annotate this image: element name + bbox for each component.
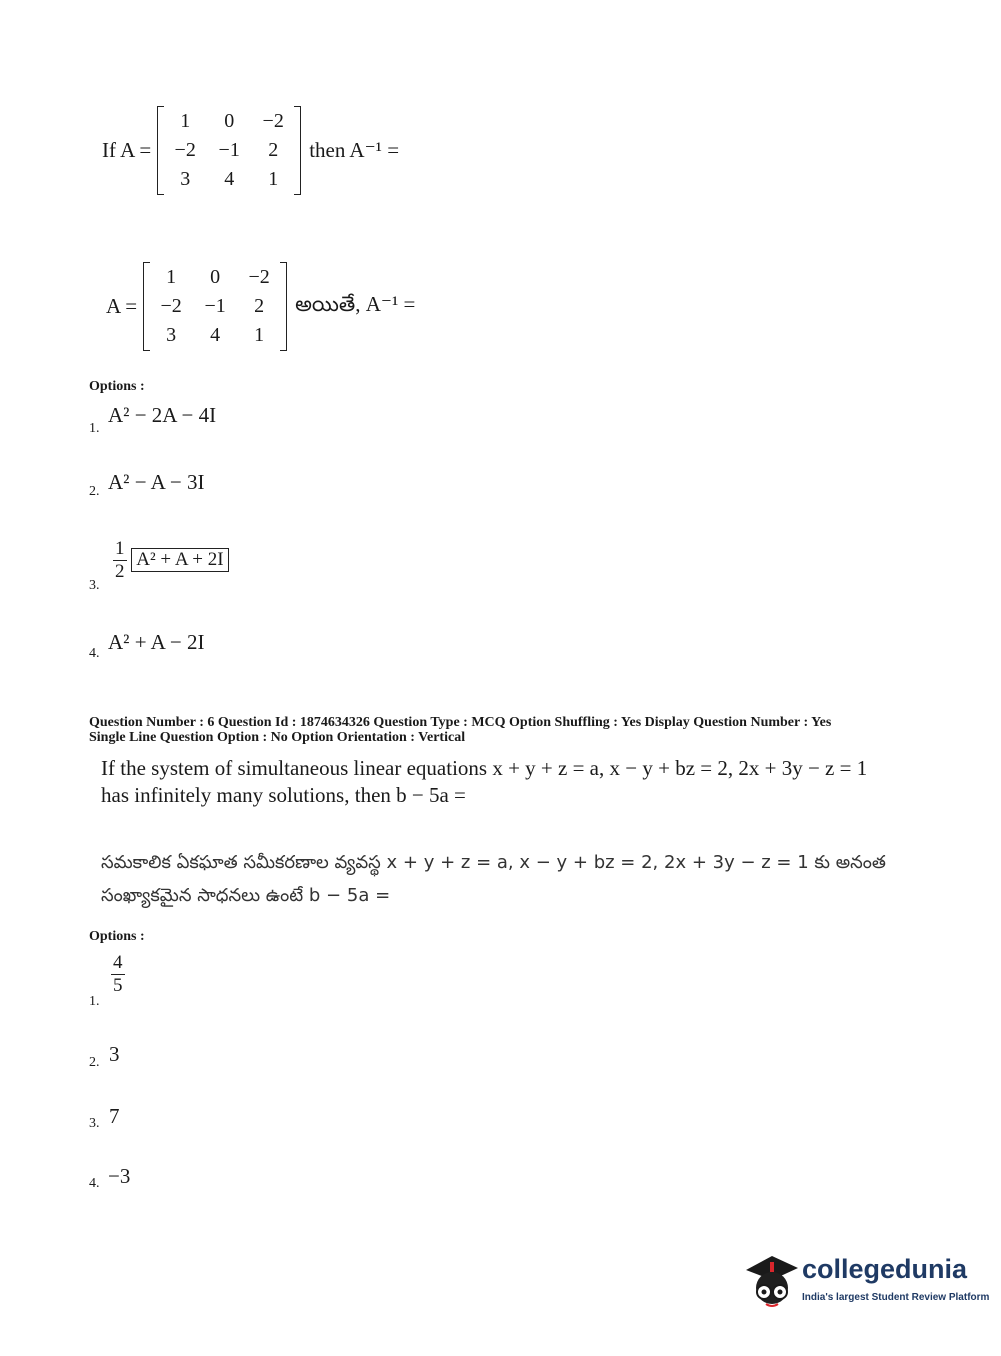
q5-english-statement <box>102 108 399 193</box>
option-number: 4. <box>89 646 100 661</box>
q5-telugu-prefix: A = <box>106 294 138 318</box>
q6-telugu-line1: సమకాలిక ఏకఘాత సమీకరణాల వ్యవస్థ x + y + z = a, x − y + bz = 2, 2x + 3y − z = 1 కు అనంత <box>101 852 886 873</box>
q6-english-line2: has infinitely many solutions, then b − 5a = <box>101 783 466 807</box>
matrix-cell: −2 <box>262 110 284 132</box>
q5-matrix-telugu <box>143 264 287 349</box>
q6-telugu-statement <box>101 846 886 912</box>
matrix-cell: 4 <box>210 324 221 346</box>
matrix-cell: −1 <box>204 295 226 317</box>
option-text: 3 <box>109 1042 120 1066</box>
q5-matrix-english <box>157 108 301 193</box>
option-text: A² + A − 2I <box>108 630 205 654</box>
q6-meta <box>89 715 831 745</box>
option-text: A² − 2A − 4I <box>108 403 217 427</box>
option-number: 1. <box>89 994 100 1009</box>
q6-english-statement <box>101 755 867 809</box>
option-number: 1. <box>89 421 100 436</box>
matrix-cell: 1 <box>180 110 191 132</box>
matrix-cell: −1 <box>218 139 240 161</box>
q6-english-line1: If the system of simultaneous linear equations x + y + z = a, x − y + bz = 2, 2x + 3y − z = 1 <box>101 756 868 780</box>
q6-meta-line1: Question Number : 6 Question Id : 1874634326 Question Type : MCQ Option Shuffling : Yes Display Question Number : Yes <box>89 715 832 730</box>
option-number: 3. <box>89 1116 100 1131</box>
option-number: 2. <box>89 1055 100 1070</box>
matrix-cell: 3 <box>166 324 177 346</box>
option-text: −3 <box>108 1164 131 1188</box>
mascot-icon <box>742 1248 802 1312</box>
matrix-cell: −2 <box>174 139 196 161</box>
option-number: 3. <box>89 578 100 593</box>
fraction-denominator: 5 <box>113 975 123 996</box>
q5-options-heading: Options : <box>89 379 145 394</box>
q6-telugu-line2: సంఖ్యాకమైన సాధనలు ఉంటే b − 5a = <box>101 885 391 906</box>
matrix-cell: 2 <box>268 139 279 161</box>
fraction-numerator: 1 <box>115 538 125 559</box>
q6-options-heading: Options : <box>89 929 145 944</box>
matrix-cell: 0 <box>224 110 235 132</box>
fraction-numerator: 4 <box>113 952 123 973</box>
matrix-cell: 1 <box>254 324 265 346</box>
fraction-four-fifths <box>111 952 125 997</box>
q6-meta-line2: Single Line Question Option : No Option Orientation : Vertical <box>89 730 466 745</box>
option-text: A² − A − 3I <box>108 470 205 494</box>
matrix-cell: 0 <box>210 266 221 288</box>
matrix-cell: −2 <box>160 295 182 317</box>
matrix-cell: 3 <box>180 168 191 190</box>
q5-telugu-statement <box>106 264 415 349</box>
collegedunia-logo[interactable] <box>742 1248 990 1318</box>
option-text: 7 <box>109 1104 120 1128</box>
logo-tagline: India's largest Student Review Platform <box>802 1292 990 1303</box>
option-text: A² + A + 2I <box>131 548 228 572</box>
option-number: 2. <box>89 484 100 499</box>
fraction-one-half <box>113 538 127 583</box>
fraction-denominator: 2 <box>115 561 125 582</box>
q5-english-prefix: If A = <box>102 138 152 162</box>
matrix-cell: 4 <box>224 168 235 190</box>
q5-english-suffix: then A⁻¹ = <box>309 138 400 162</box>
matrix-cell: 2 <box>254 295 265 317</box>
matrix-cell: 1 <box>268 168 279 190</box>
matrix-cell: 1 <box>166 266 177 288</box>
option-number: 4. <box>89 1176 100 1191</box>
matrix-cell: −2 <box>248 266 270 288</box>
logo-wordmark: collegedunia <box>802 1254 968 1284</box>
q5-telugu-suffix: అయితే, A⁻¹ = <box>295 291 416 316</box>
